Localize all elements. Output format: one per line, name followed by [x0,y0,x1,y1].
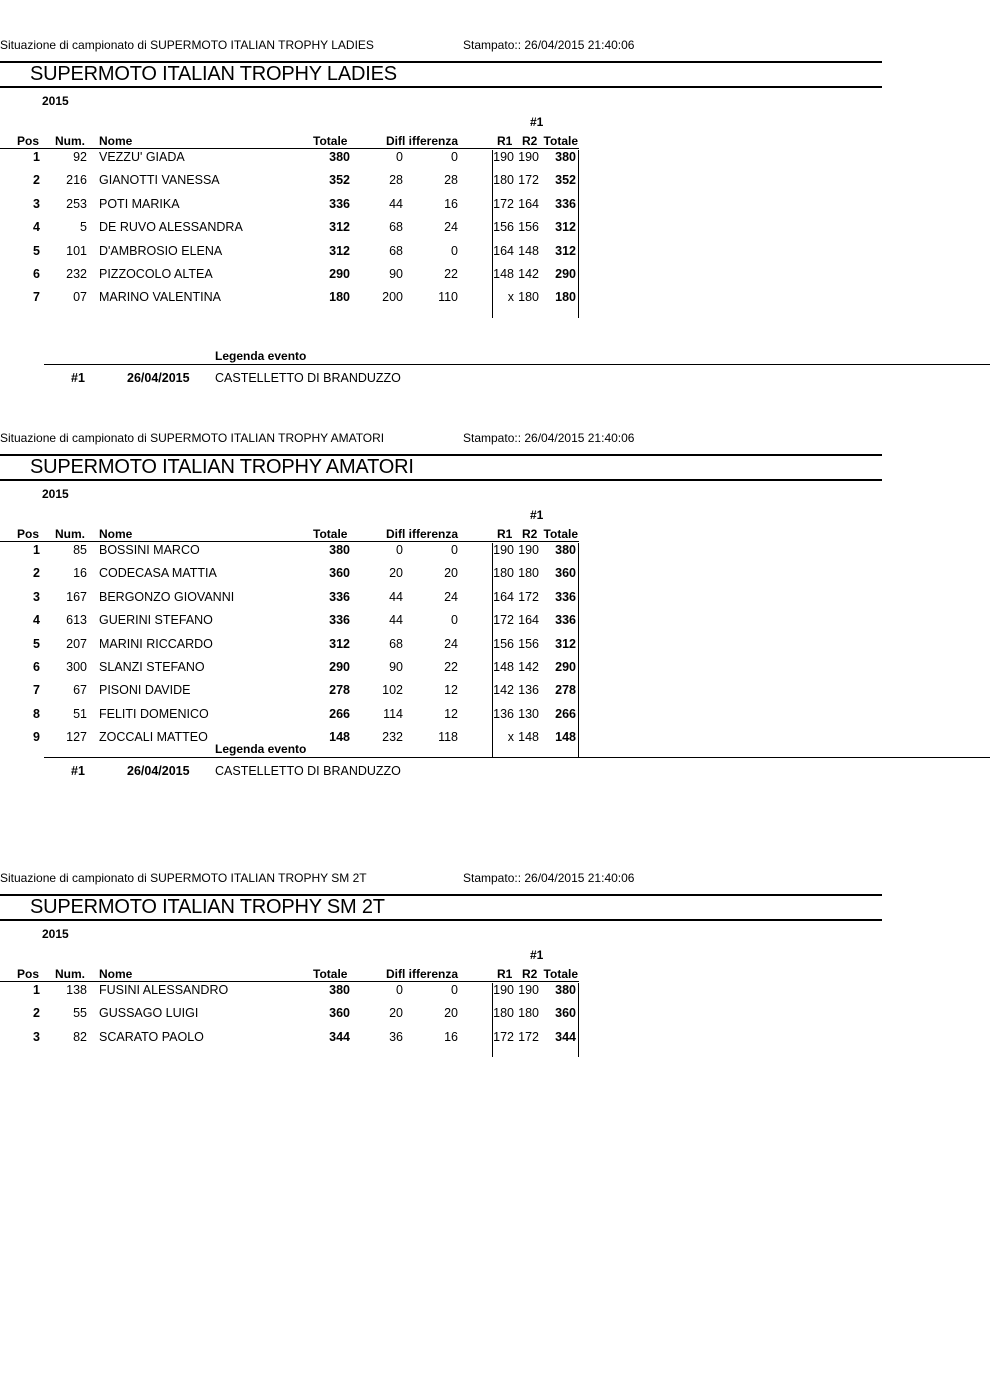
event-total: 180 [555,290,576,305]
gap-to-previous: 22 [444,660,458,674]
position: 2 [33,173,40,188]
event-total: 360 [555,566,576,581]
col-header-r2: R2 [522,967,538,981]
position: 1 [33,983,40,997]
legend-event-place: CASTELLETTO DI BRANDUZZO [215,371,401,385]
total-points: 278 [329,683,350,698]
total-points: 312 [329,243,350,258]
race2-points: 172 [518,589,539,604]
event-total: 312 [555,220,576,235]
gap-to-previous: 110 [438,290,458,305]
event-column-right-border [578,543,579,758]
col-header-differenza: Difl ifferenza [386,134,459,148]
event-total: 290 [555,267,576,281]
gap-to-previous: 24 [444,589,458,604]
season-year: 2015 [42,94,69,108]
print-timestamp: Stampato:: 26/04/2015 21:40:06 [463,38,635,52]
rider-name: GIANOTTI VANESSA [99,173,220,188]
rider-number: 5 [80,220,87,235]
gap-to-previous: 118 [438,730,458,745]
col-header-event-total: Totale [543,134,578,148]
rider-name: D'AMBROSIO ELENA [99,243,223,258]
gap-to-leader: 20 [389,566,403,581]
print-timestamp: Stampato:: 26/04/2015 21:40:06 [463,871,635,885]
gap-to-previous: 16 [444,196,458,211]
position: 6 [33,267,40,281]
race1-points: 190 [493,150,514,164]
col-header-differenza: Difl ifferenza [386,527,459,541]
event-total: 312 [555,636,576,651]
rider-number: 16 [73,566,87,581]
race1-points: 156 [493,636,514,651]
title-divider [0,86,882,88]
race2-points: 164 [518,196,539,211]
table-row [0,1030,600,1053]
event-column-right-border [578,150,579,318]
position: 3 [33,196,40,211]
gap-to-previous: 0 [451,243,458,258]
rider-name: FUSINI ALESSANDRO [99,983,229,997]
event-total: 380 [555,150,576,164]
gap-to-previous: 16 [444,1029,458,1044]
legend-event-id: #1 [71,371,85,385]
championship-title: SUPERMOTO ITALIAN TROPHY SM 2T [30,896,385,918]
event-total: 352 [555,173,576,188]
total-points: 336 [329,196,350,211]
event-total: 344 [555,1029,576,1044]
table-row [0,220,600,243]
legend-event-id: #1 [71,764,85,778]
total-points: 312 [329,636,350,651]
race1-points: 164 [493,589,514,604]
col-header-totale: Totale [313,967,348,981]
gap-to-leader: 28 [389,173,403,188]
race2-points: 148 [518,243,539,258]
legend-divider [44,364,990,365]
col-header-nome: Nome [99,967,133,981]
position: 4 [33,220,40,235]
season-year: 2015 [42,927,69,941]
total-points: 344 [329,1029,350,1044]
rider-number: 92 [73,150,87,164]
title-divider [0,479,882,481]
position: 9 [33,730,40,745]
col-header-pos: Pos [17,527,40,541]
event-column-left-border [492,543,493,758]
table-row [0,707,600,730]
gap-to-previous: 20 [444,1006,458,1021]
col-header-nome: Nome [99,527,133,541]
gap-to-leader: 20 [389,1006,403,1021]
championship-title: SUPERMOTO ITALIAN TROPHY AMATORI [30,456,414,478]
gap-to-leader: 44 [389,613,403,628]
total-points: 336 [329,613,350,628]
gap-to-previous: 24 [444,220,458,235]
race2-points: 172 [518,1029,539,1044]
col-header-num: Num. [55,967,85,981]
col-header-totale: Totale [313,527,348,541]
gap-to-leader: 44 [389,196,403,211]
rider-name: PISONI DAVIDE [99,683,191,698]
table-row [0,244,600,267]
total-points: 380 [329,983,350,997]
position: 2 [33,566,40,581]
gap-to-leader: 44 [389,589,403,604]
standings-section [0,833,1008,1263]
race1-points: 148 [493,660,514,674]
report-header: Situazione di campionato di SUPERMOTO ITALIAN TROPHY AMATORI [0,431,385,445]
event-total: 336 [555,196,576,211]
event-total: 290 [555,660,576,674]
rider-number: 67 [73,683,87,698]
rider-number: 207 [66,636,87,651]
rider-name: BOSSINI MARCO [99,543,200,557]
rider-number: 07 [73,290,87,305]
gap-to-leader: 232 [382,730,403,745]
col-header-event-total: Totale [543,967,578,981]
total-points: 180 [329,290,350,305]
race2-points: 148 [518,730,539,745]
race1-points: 164 [493,243,514,258]
race1-points: x [507,730,514,745]
rider-name: CODECASA MATTIA [99,566,217,581]
gap-to-leader: 200 [382,290,403,305]
legend-title: Legenda evento [215,349,307,363]
total-points: 360 [329,1006,350,1021]
gap-to-previous: 12 [444,706,458,721]
report-header: Situazione di campionato di SUPERMOTO ITALIAN TROPHY SM 2T [0,871,367,885]
position: 1 [33,543,40,557]
event-total: 360 [555,1006,576,1021]
race1-points: 180 [493,173,514,188]
table-row [0,150,600,173]
rider-name: POTI MARIKA [99,196,180,211]
total-points: 352 [329,173,350,188]
total-points: 290 [329,267,350,281]
race1-points: 136 [493,706,514,721]
legend-event-date: 26/04/2015 [127,371,190,385]
rider-number: 51 [73,706,87,721]
race2-points: 142 [518,660,539,674]
race1-points: x [507,290,514,305]
event-column-right-border [578,983,579,1057]
rider-number: 232 [66,267,87,281]
legend-event-date: 26/04/2015 [127,764,190,778]
col-header-num: Num. [55,134,85,148]
position: 5 [33,636,40,651]
season-year: 2015 [42,487,69,501]
race2-points: 190 [518,150,539,164]
col-header-nome: Nome [99,134,133,148]
col-header-r2: R2 [522,134,538,148]
gap-to-leader: 114 [383,706,403,721]
gap-to-leader: 90 [389,660,403,674]
col-header-num: Num. [55,527,85,541]
race2-points: 142 [518,267,539,281]
table-row [0,613,600,636]
gap-to-leader: 102 [382,683,403,698]
legend-title: Legenda evento [215,742,307,756]
rider-name: BERGONZO GIOVANNI [99,589,235,604]
total-points: 266 [329,706,350,721]
gap-to-previous: 0 [451,983,458,997]
total-points: 312 [329,220,350,235]
print-timestamp: Stampato:: 26/04/2015 21:40:06 [463,431,635,445]
race1-points: 190 [493,543,514,557]
gap-to-leader: 68 [389,220,403,235]
position: 2 [33,1006,40,1021]
report-header: Situazione di campionato di SUPERMOTO ITALIAN TROPHY LADIES [0,38,374,52]
position: 4 [33,613,40,628]
race2-points: 172 [518,173,539,188]
col-header-r1: R1 [497,134,513,148]
rider-number: 167 [66,589,87,604]
rider-number: 82 [73,1029,87,1044]
rider-name: MARINO VALENTINA [99,290,222,305]
race1-points: 190 [493,983,514,997]
gap-to-leader: 0 [396,150,403,164]
event-total: 336 [555,589,576,604]
gap-to-leader: 0 [396,983,403,997]
gap-to-leader: 68 [389,636,403,651]
race2-points: 130 [518,706,539,721]
rider-name: GUERINI STEFANO [99,613,213,628]
gap-to-previous: 0 [451,543,458,557]
rider-number: 85 [73,543,87,557]
gap-to-previous: 0 [451,150,458,164]
event-total: 266 [555,706,576,721]
position: 8 [33,706,40,721]
table-row [0,590,600,613]
rider-name: SLANZI STEFANO [99,660,205,674]
position: 3 [33,589,40,604]
race2-points: 164 [518,613,539,628]
event-total: 148 [555,730,576,745]
race1-points: 180 [493,1006,514,1021]
position: 7 [33,290,40,305]
column-header-divider [0,981,579,982]
race2-points: 180 [518,290,539,305]
race2-points: 136 [518,683,539,698]
championship-title: SUPERMOTO ITALIAN TROPHY LADIES [30,63,397,85]
col-header-differenza: Difl ifferenza [386,967,459,981]
title-divider [0,919,882,921]
race1-points: 172 [493,196,514,211]
standings-section [0,0,1008,430]
race1-points: 156 [493,220,514,235]
event-total: 380 [555,983,576,997]
rider-number: 300 [66,660,87,674]
col-header-r1: R1 [497,527,513,541]
col-header-event-total: Totale [543,527,578,541]
rider-name: DE RUVO ALESSANDRA [99,220,243,235]
race1-points: 172 [493,1029,514,1044]
table-row [0,637,600,660]
event-total: 278 [555,683,576,698]
standings-section [0,393,1008,823]
gap-to-leader: 36 [389,1029,403,1044]
legend-divider [44,757,990,758]
rider-number: 101 [66,243,87,258]
rider-number: 613 [66,613,87,628]
column-header-divider [0,148,579,149]
race1-points: 142 [493,683,514,698]
rider-name: GUSSAGO LUIGI [99,1006,199,1021]
event-total: 312 [555,243,576,258]
race2-points: 190 [518,543,539,557]
event-column-group: #1 [530,115,544,129]
table-row [0,173,600,196]
event-column-group: #1 [530,948,544,962]
position: 3 [33,1029,40,1044]
col-header-r2: R2 [522,527,538,541]
total-points: 336 [329,589,350,604]
legend-event-place: CASTELLETTO DI BRANDUZZO [215,764,401,778]
position: 6 [33,660,40,674]
col-header-pos: Pos [17,967,40,981]
col-header-totale: Totale [313,134,348,148]
table-row [0,543,600,566]
race1-points: 180 [493,566,514,581]
gap-to-leader: 0 [396,543,403,557]
table-row [0,683,600,706]
rider-number: 138 [66,983,87,997]
table-row [0,566,600,589]
race2-points: 180 [518,566,539,581]
event-total: 380 [555,543,576,557]
gap-to-previous: 22 [444,267,458,281]
rider-number: 127 [66,730,87,745]
race2-points: 190 [518,983,539,997]
table-row [0,290,600,313]
rider-name: ZOCCALI MATTEO [99,730,208,745]
col-header-r1: R1 [497,967,513,981]
event-total: 336 [555,613,576,628]
total-points: 148 [329,730,350,745]
gap-to-previous: 12 [444,683,458,698]
race2-points: 180 [518,1006,539,1021]
gap-to-previous: 28 [444,173,458,188]
rider-name: VEZZU' GIADA [99,150,185,164]
gap-to-leader: 90 [389,267,403,281]
table-row [0,1006,600,1029]
gap-to-previous: 20 [444,566,458,581]
column-header-divider [0,541,579,542]
event-column-group: #1 [530,508,544,522]
gap-to-previous: 0 [451,613,458,628]
total-points: 290 [329,660,350,674]
position: 7 [33,683,40,698]
total-points: 360 [329,566,350,581]
race2-points: 156 [518,220,539,235]
rider-number: 55 [73,1006,87,1021]
table-row [0,267,600,290]
rider-number: 253 [66,196,87,211]
position: 1 [33,150,40,164]
table-row [0,660,600,683]
col-header-pos: Pos [17,134,40,148]
table-row [0,983,600,1006]
rider-name: FELITI DOMENICO [99,706,209,721]
rider-name: MARINI RICCARDO [99,636,213,651]
total-points: 380 [329,543,350,557]
race1-points: 172 [493,613,514,628]
position: 5 [33,243,40,258]
event-column-left-border [492,150,493,318]
event-column-left-border [492,983,493,1057]
rider-number: 216 [66,173,87,188]
rider-name: SCARATO PAOLO [99,1029,204,1044]
rider-name: PIZZOCOLO ALTEA [99,267,213,281]
total-points: 380 [329,150,350,164]
gap-to-previous: 24 [444,636,458,651]
gap-to-leader: 68 [389,243,403,258]
table-row [0,197,600,220]
race1-points: 148 [493,267,514,281]
race2-points: 156 [518,636,539,651]
